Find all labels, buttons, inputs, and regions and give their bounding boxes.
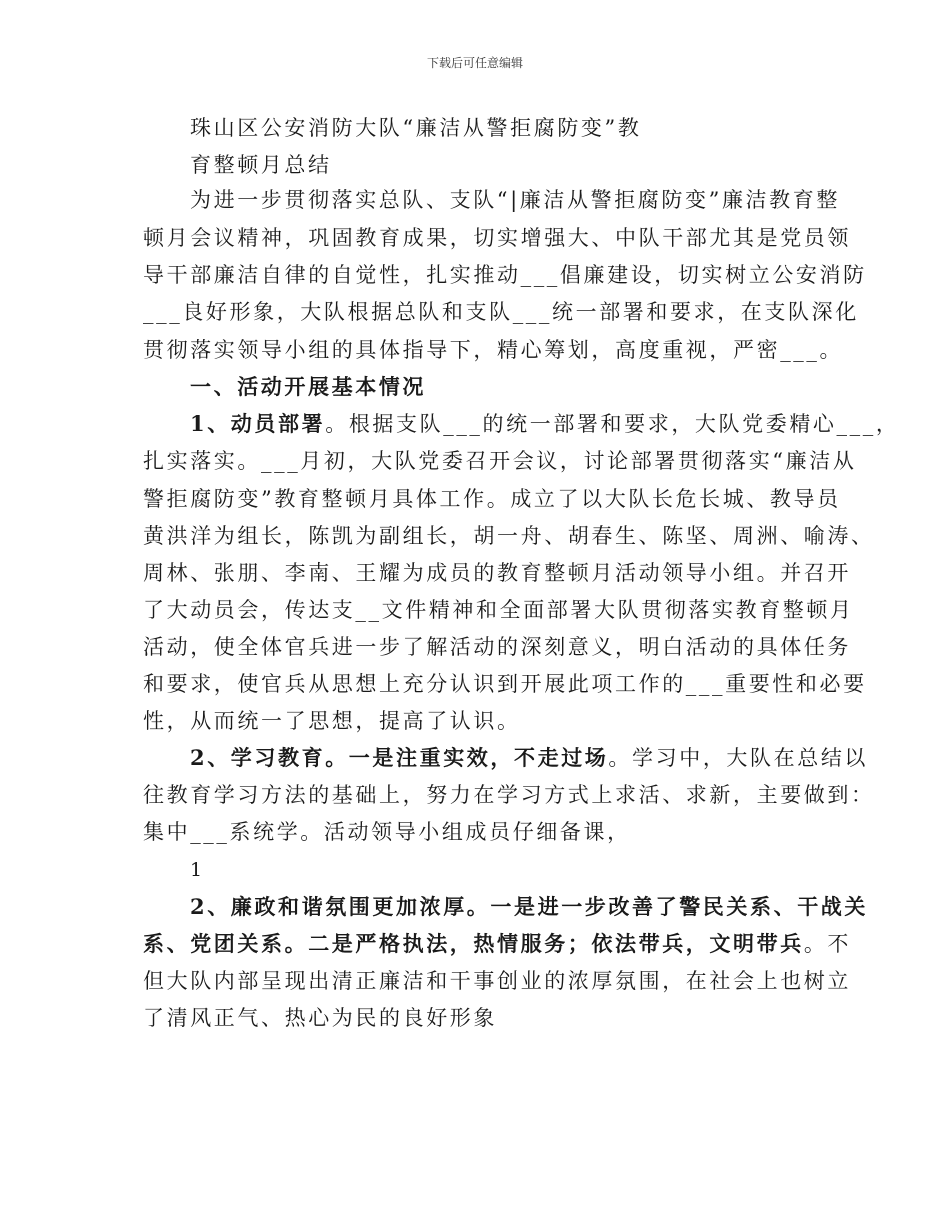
item-1-line: 了大动员会，传达支__文件精神和全面部署大队贯彻落实教育整顿月 xyxy=(143,598,854,622)
item-1-line: 和要求，使官兵从思想上充分认识到开展此项工作的___重要性和必要 xyxy=(143,672,867,696)
page-number: 1 xyxy=(190,859,205,881)
item-1-line: 活动，使全体官兵进一步了解活动的深刻意义，明白活动的具体任务 xyxy=(143,635,851,659)
item-1-line: 警拒腐防变”教育整顿月具体工作。成立了以大队长危长城、教导员 xyxy=(143,487,841,511)
item-1-line: 性，从而统一了思想，提高了认识。 xyxy=(143,709,521,733)
item-1-line: 周林、张朋、李南、王耀为成员的教育整顿月活动领导小组。并召开 xyxy=(143,561,851,585)
item-3-text: 。不 xyxy=(803,932,852,956)
intro-line: 贯彻落实领导小组的具体指导下，精心筹划，高度重视，严密___。 xyxy=(143,338,844,362)
intro-line: ___良好形象，大队根据总队和支队___统一部署和要求，在支队深化 xyxy=(143,300,859,324)
title-line-2: 育整顿月总结 xyxy=(190,153,332,177)
item-1-lead: 1、动员部署 xyxy=(190,411,326,436)
item-2-lead: 2、学习教育。一是注重实效，不走过场 xyxy=(190,745,609,770)
item-2-first-line xyxy=(190,746,868,770)
intro-line: 顿月会议精神，巩固教育成果，切实增强大、中队干部尤其是党员领 xyxy=(143,226,851,250)
item-1-text: 。根据支队___的统一部署和要求，大队党委精心___， xyxy=(325,412,900,436)
item-3-second-line xyxy=(143,932,851,956)
item-3-line: 但大队内部呈现出清正廉洁和干事创业的浓厚氛围，在社会上也树立 xyxy=(143,969,851,993)
item-3-line: 了清风正气、热心为民的良好形象 xyxy=(143,1006,497,1030)
item-1-first-line xyxy=(190,412,899,436)
item-2-line: 集中___系统学。活动领导小组成员仔细备课， xyxy=(143,820,631,844)
title-line-1: 珠山区公安消防大队“廉洁从警拒腐防变”教 xyxy=(190,116,642,140)
item-2-text: 。学习中，大队在总结以 xyxy=(608,746,869,770)
section-heading: 一、活动开展基本情况 xyxy=(190,374,426,399)
item-3-bold-text: 系、党团关系。二是严格执法，热情服务；依法带兵，文明带兵 xyxy=(143,931,804,956)
item-1-line: 黄洪洋为组长，陈凯为副组长，胡一舟、胡春生、陈坚、周洲、喻涛、 xyxy=(143,524,875,548)
page-header: 下载后可任意编辑 xyxy=(426,56,523,70)
item-3-first-line: 2、廉政和谐氛围更加浓厚。一是进一步改善了警民关系、干战关 xyxy=(190,894,869,919)
intro-line: 为进一步贯彻落实总队、支队“|廉洁从警拒腐防变”廉洁教育整 xyxy=(190,188,840,212)
intro-line: 导干部廉洁自律的自觉性，扎实推动___倡廉建设，切实树立公安消防 xyxy=(143,263,867,287)
item-2-line: 往教育学习方法的基础上，努力在学习方式上求活、求新，主要做到： xyxy=(143,783,875,807)
item-1-line: 扎实落实。___月初，大队党委召开会议，讨论部署贯彻落实“廉洁从 xyxy=(143,449,857,473)
